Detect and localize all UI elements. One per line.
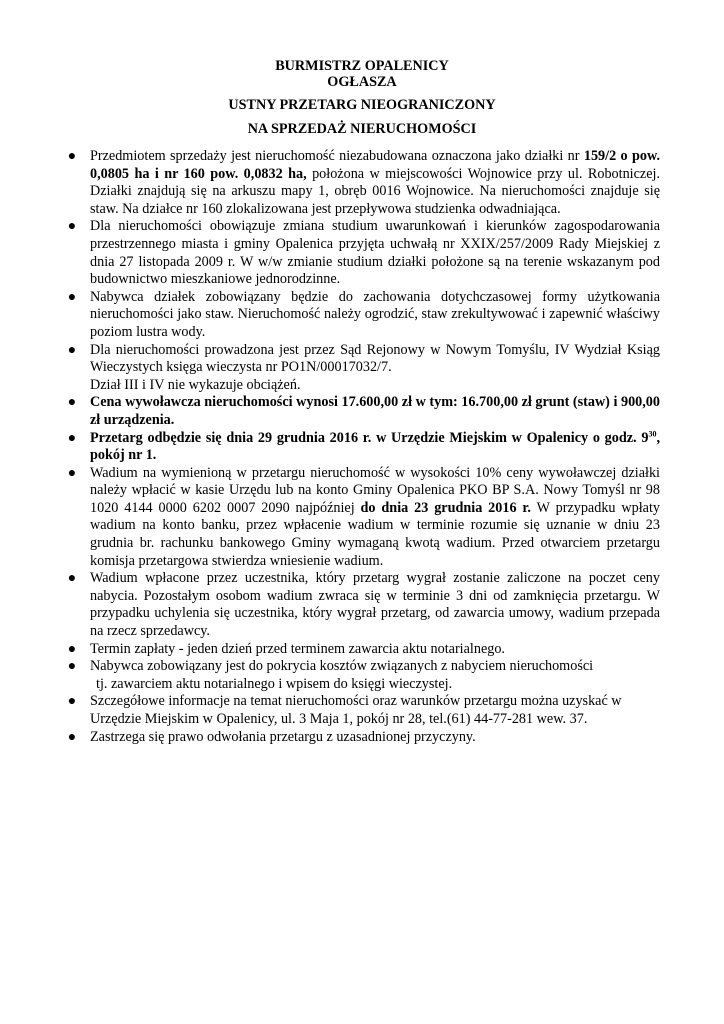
list-item-deposit-return [62,570,660,640]
bullet-icon: ● [67,395,77,411]
bullet-icon: ● [67,571,77,587]
bullet-icon: ● [67,219,77,235]
tender-type-heading: USTNY PRZETARG NIEOGRANICZONY [228,97,496,113]
list-item-payment-term [62,641,660,659]
item-text: Termin zapłaty - jeden dzień przed terminem zawarcia aktu notarialnego. [90,640,505,657]
list-item-land-register [62,342,660,395]
bullet-icon: ● [67,694,77,710]
sale-subject-heading: NA SPRZEDAŻ NIERUCHOMOŚCI [247,121,477,137]
bullet-icon: ● [67,659,77,675]
bullet-icon: ● [67,729,77,745]
list-item-tender-date [62,430,660,465]
terms-list [62,148,660,746]
list-item-costs [62,658,660,693]
item-text: Nabywca zobowiązany jest do pokrycia kosztów związanych z nabyciem nieruchomości [90,658,594,675]
item-text: Wadium na wymienioną w przetargu nieruchomość w wysokości 10% ceny wywoławczej działki należy wpłacić w kasie Urzędu lub na konto Gminy Opalenica PKO BP S.A. Nowy Tomyśl nr 98 1020 4144 0000 6202 0007 2090 najpóźniej do dnia 23 grudnia 2016 r. W przypadku wpłaty wadium na konto banku, przez wpłacenie wadium w terminie rozumie się uznanie w dniu 23 grudnia br. rachunku bankowego Gminy wymaganą kwotą wadium. Przed otwarciem przetargu komisja przetargowa stwierdza wniesienie wadium. [90,464,661,569]
list-item-cancellation-right [62,729,660,747]
item-text: Wadium wpłacone przez uczestnika, który przetarg wygrał zostanie zaliczone na poczet ceny nabycia. Pozostałym osobom wadium zwraca się w terminie 3 dni od zamknięcia przetargu. W przypadku uchylenia się uczestnika, który wygrał przetarg, od zawarcia umowy, wadium przepada na rzecz sprzedawcy. [90,570,660,640]
item-text-continued: tj. zawarciem aktu notarialnego i wpisem do księgi wieczystej. [96,675,453,692]
announces-heading: OGŁASZA [327,74,397,90]
list-item-contact-info [62,693,660,728]
item-text: Przedmiotem sprzedaży jest nieruchomość niezabudowana oznaczona jako działki nr 159/2 o pow. 0,0805 ha i nr 160 pow. 0,0832 ha, położona w miejscowości Wojnowice przy ul. Robotniczej. Działki znajdują się na arkuszu mapy 1, obręb 0016 Wojnowice. Na nieruchomości znajduje się staw. Na działce nr 160 zlokalizowana jest przepływowa studzienka odwadniająca. [90,148,660,217]
bullet-icon: ● [67,149,77,164]
item-text-encumbrances: Dział III i IV nie wykazuje obciążeń. [90,376,301,393]
item-text: Nabywca działek zobowiązany będzie do zachowania dotychczasowej formy użytkowania nieruchomości jako staw. Nieruchomość należy ogrodzić, staw zrekultywować i zapewnić właściwy poziom lustra wody. [90,288,660,340]
bullet-icon: ● [67,430,77,446]
bullet-icon: ● [67,465,77,481]
issuer-title: BURMISTRZ OPALENICY [275,58,449,74]
list-item-deposit [62,465,660,571]
item-text: Cena wywoławcza nieruchomości wynosi 17.600,00 zł w tym: 16.700,00 zł grunt (staw) i 900,00 zł urządzenia. [90,394,660,428]
item-text: Dla nieruchomości prowadzona jest przez Sąd Rejonowy w Nowym Tomyślu, IV Wydział Ksiąg Wieczystych księga wieczysta nr PO1N/00017032/7. [90,341,660,376]
bullet-icon: ● [67,641,77,657]
list-item-zoning-study [62,218,660,288]
bullet-icon: ● [67,289,77,305]
list-item-buyer-obligation [62,289,660,342]
list-item-starting-price [62,394,660,429]
item-text: Zastrzega się prawo odwołania przetargu z uzasadnionej przyczyny. [90,728,476,745]
item-text: Przetarg odbędzie się dnia 29 grudnia 2016 r. w Urzędzie Miejskim w Opalenicy o godz. $9^{30}$, pokój nr 1. [90,428,660,464]
bullet-icon: ● [67,342,77,358]
item-text: Szczegółowe informacje na temat nieruchomości oraz warunków przetargu można uzyskać w Urzędzie Miejskim w Opalenicy, ul. 3 Maja 1, pokój nr 28, tel.(61) 44-77-281 wew. 37. [90,693,622,727]
item-text: Dla nieruchomości obowiązuje zmiana studium uwarunkowań i kierunków zagospodarowania przestrzennego miasta i gminy Opalenica przyjęta uchwałą nr XXIX/257/2009 Rady Miejskiej z dnia 27 listopada 2009 r. W w/w zmianie studium działki położone są na terenie wskazanym pod budownictwo mieszkaniowe jednorodzinne. [90,218,660,288]
list-item-property-description [62,148,660,218]
